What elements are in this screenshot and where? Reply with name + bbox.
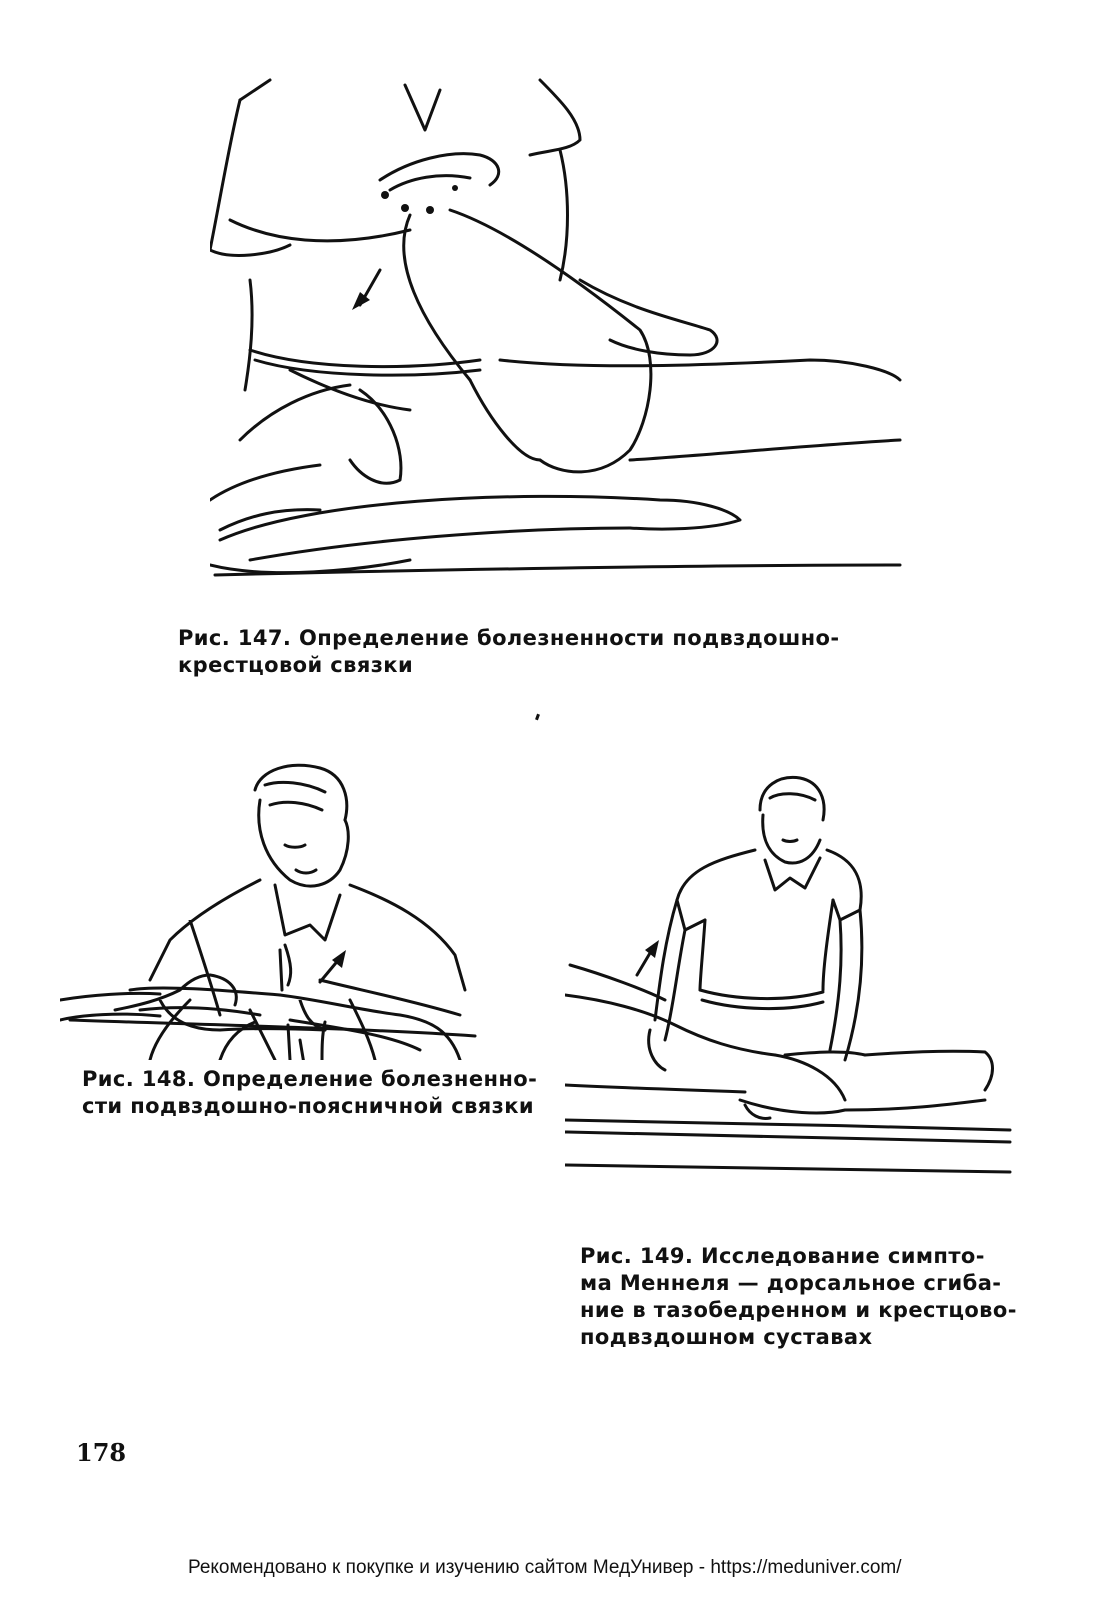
caption-line: ние в тазобедренном и крестцово-: [580, 1298, 1017, 1322]
figure-149-illustration: [565, 770, 1030, 1200]
caption-line: Рис. 149. Исследование симпто-: [580, 1244, 985, 1268]
scan-speck: [535, 714, 540, 721]
footer-recommendation: Рекомендовано к покупке и изучению сайтом МедУнивер - https://meduniver.com/: [188, 1557, 902, 1578]
caption-line: Рис. 147. Определение болезненности подвздошно-: [178, 626, 840, 650]
figure-148-legs: [60, 920, 490, 1020]
figure-147-caption: [178, 625, 840, 679]
figure-148-caption: [82, 1066, 537, 1120]
caption-line: крестцовой связки: [178, 653, 414, 677]
figure-147-illustration: [210, 60, 910, 600]
caption-line: сти подвздошно-поясничной связки: [82, 1094, 535, 1118]
caption-line: ма Меннеля — дорсальное сгиба-: [580, 1271, 1002, 1295]
figure-149-caption: [580, 1243, 1017, 1351]
caption-line: Рис. 148. Определение болезненно-: [82, 1067, 538, 1091]
page-number: 178: [76, 1438, 127, 1467]
caption-line: подвздошном суставах: [580, 1325, 873, 1349]
